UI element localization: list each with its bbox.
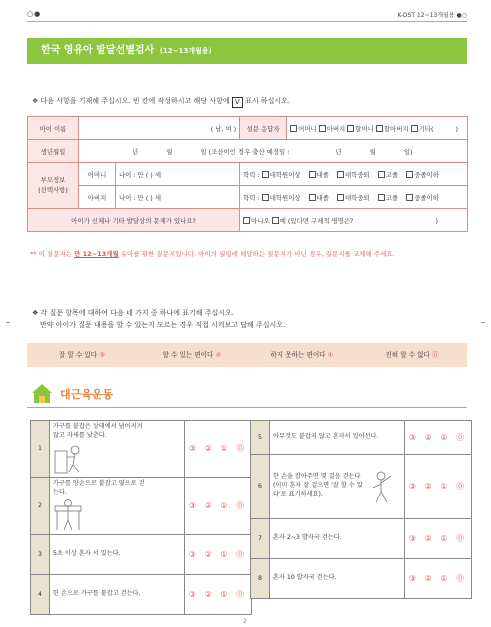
edu-option-label: 대학원이상 bbox=[269, 170, 301, 179]
respondent-father-label: 아버지 bbox=[326, 124, 346, 133]
table-row bbox=[31, 477, 252, 534]
checkbox-icon[interactable] bbox=[309, 194, 316, 201]
mother-label: 어머니 bbox=[79, 163, 116, 186]
father-edu-2[interactable] bbox=[309, 194, 329, 202]
header-dots-left: ○● bbox=[27, 10, 42, 18]
table-row bbox=[31, 421, 252, 478]
problem-no-label: 아니오 bbox=[251, 216, 270, 225]
scale-label: 하지 못하는 편이다 bbox=[270, 351, 326, 359]
checkbox-icon[interactable] bbox=[243, 217, 250, 224]
edu-label: 학력 : bbox=[243, 193, 260, 202]
checkbox-icon[interactable] bbox=[378, 171, 385, 178]
child-name-field[interactable] bbox=[79, 117, 240, 140]
checkbox-icon[interactable] bbox=[272, 217, 279, 224]
item-number: 2 bbox=[31, 477, 50, 534]
edu-option-label: 중졸이하 bbox=[414, 170, 439, 179]
mother-edu-4[interactable] bbox=[378, 171, 398, 179]
problem-yes[interactable] bbox=[272, 217, 354, 225]
edu-option-label: 대학중퇴 bbox=[345, 170, 370, 179]
instruction-text-a: 다음 사항을 기재해 주십시오. 빈 칸에 작성하시고 해당 사항에 bbox=[40, 97, 230, 105]
father-edu-5[interactable] bbox=[406, 194, 439, 202]
father-edu-1[interactable] bbox=[262, 194, 301, 202]
header-dots-right: ●○ bbox=[456, 12, 467, 19]
scale-label: 잘 할 수 있다 bbox=[58, 351, 98, 359]
checkbox-icon[interactable] bbox=[319, 125, 326, 132]
item-question bbox=[270, 559, 405, 599]
edu-option-label: 고졸 bbox=[385, 170, 399, 179]
margin-tick-right bbox=[481, 322, 485, 323]
mother-edu-5[interactable] bbox=[406, 171, 439, 179]
table-row bbox=[251, 455, 472, 519]
respondent-grandmother-label: 할머니 bbox=[355, 124, 374, 133]
instruction-fill bbox=[32, 96, 290, 108]
item-text: 가구를 붙잡은 상태에서 넘어지지 않고 자세를 낮춘다. bbox=[53, 423, 143, 439]
answer-options[interactable]: ③ ② ① ⓪ bbox=[405, 421, 472, 455]
respondent-other-close: ) bbox=[455, 124, 458, 133]
edu-option-label: 대졸 bbox=[316, 170, 329, 179]
margin-tick-left bbox=[6, 322, 10, 323]
item-question bbox=[270, 455, 405, 519]
item-text: 가구를 양손으로 붙잡고 옆으로 걷는다. bbox=[53, 479, 145, 496]
answer-options[interactable]: ③ ② ① ⓪ bbox=[185, 421, 252, 478]
checkbox-icon[interactable] bbox=[406, 171, 413, 178]
child-name-label: 아이 이름 bbox=[28, 117, 79, 140]
edu-label: 학력 : bbox=[243, 170, 260, 179]
due-month: 월 bbox=[369, 147, 376, 156]
scale-1 bbox=[247, 343, 357, 367]
instruction-text-b: 표시 하십시오. bbox=[245, 97, 291, 105]
scale-num: ⓪ bbox=[432, 351, 439, 359]
mother-edu-2[interactable] bbox=[309, 171, 329, 179]
scale-0 bbox=[357, 343, 467, 367]
answer-options[interactable]: ③ ② ① ⓪ bbox=[405, 559, 472, 599]
instruction-answer-2: 만약 아이가 질문 내용을 할 수 있는지 모르는 경우 직접 시켜보고 답해 주십시오. bbox=[40, 321, 286, 329]
respondent-options bbox=[287, 117, 468, 140]
item-text: 아무것도 붙잡지 않고 혼자서 일어선다. bbox=[273, 433, 379, 440]
bullet-icon: ❖ bbox=[32, 97, 39, 105]
table-row bbox=[31, 574, 252, 614]
items-right-table bbox=[250, 420, 472, 599]
birth-year: 년 bbox=[132, 147, 139, 156]
checkbox-icon[interactable] bbox=[376, 125, 383, 132]
birth-field[interactable] bbox=[79, 140, 468, 163]
scale-num: ② bbox=[215, 351, 222, 359]
father-age[interactable]: 나이 : 만 ( ) 세 bbox=[116, 186, 240, 209]
title-sub: (12~13개월용) bbox=[159, 47, 212, 55]
checkbox-icon[interactable] bbox=[337, 194, 344, 201]
father-edu-3[interactable] bbox=[337, 194, 370, 202]
item-question bbox=[270, 421, 405, 455]
mother-age[interactable]: 나이 : 만 ( ) 세 bbox=[116, 163, 240, 186]
scale-label: 전혀 할 수 없다 bbox=[385, 351, 430, 359]
answer-options[interactable]: ③ ② ① ⓪ bbox=[185, 534, 252, 574]
scale-2 bbox=[137, 343, 247, 367]
gender-select[interactable]: ( 남, 여 ) bbox=[210, 124, 237, 133]
child-holding-furniture-icon bbox=[53, 441, 85, 475]
answer-options[interactable]: ③ ② ① ⓪ bbox=[405, 519, 472, 559]
item-text: 5초 이상 혼자 서 있는다. bbox=[53, 549, 121, 557]
header-code bbox=[397, 10, 467, 19]
table-row bbox=[251, 519, 472, 559]
mother-edu-1[interactable] bbox=[262, 171, 301, 179]
problem-yes-label: 예 (있다면 구체적 병명은? bbox=[279, 216, 354, 225]
header-code-text: K-DST 12~13개월용 bbox=[397, 12, 455, 19]
items-left-table bbox=[30, 420, 252, 615]
problem-no[interactable] bbox=[243, 217, 270, 225]
birth-day: 일 (조산이인 경우 출산 예정일 : bbox=[200, 147, 290, 156]
info-table bbox=[27, 116, 468, 232]
note-highlight: 만 12~13개월 bbox=[74, 250, 119, 258]
item-question bbox=[50, 421, 185, 478]
table-row bbox=[31, 534, 252, 574]
age-note bbox=[30, 249, 395, 258]
respondent-father[interactable] bbox=[319, 125, 346, 133]
checkbox-icon[interactable] bbox=[337, 171, 344, 178]
item-question bbox=[50, 574, 185, 614]
edu-option-label: 고졸 bbox=[385, 193, 399, 202]
item-number: 7 bbox=[251, 519, 270, 559]
edu-option-label: 대학중퇴 bbox=[345, 193, 370, 202]
edu-option-label: 중졸이하 bbox=[414, 193, 439, 202]
father-label: 아버지 bbox=[79, 186, 116, 209]
item-text: 한 손을 잡아주면 몇 걸음 걷는다(이미 혼자 잘 걸으면 '잘 할 수 있다'로 표기하세요). bbox=[273, 473, 363, 498]
respondent-mother[interactable] bbox=[290, 125, 317, 133]
mother-edu-3[interactable] bbox=[337, 171, 370, 179]
answer-options[interactable]: ③ ② ① ⓪ bbox=[185, 477, 252, 534]
checkbox-icon[interactable] bbox=[411, 125, 418, 132]
checkbox-icon[interactable] bbox=[262, 171, 269, 178]
parent-label-2: (선택사항) bbox=[38, 185, 68, 194]
item-number: 4 bbox=[31, 574, 50, 614]
item-text: 혼자 2~3 발자국 걷는다. bbox=[273, 534, 342, 541]
item-number: 1 bbox=[31, 421, 50, 478]
item-number: 8 bbox=[251, 559, 270, 599]
edu-option-label: 대학원이상 bbox=[269, 193, 301, 202]
checkbox-icon[interactable] bbox=[347, 125, 354, 132]
item-text: 혼자 10 발자국 걷는다. bbox=[273, 574, 337, 581]
checkbox-example-icon: V bbox=[232, 97, 243, 108]
item-text: 한 손으로 가구를 붙잡고 걷는다. bbox=[53, 589, 141, 597]
problem-answer bbox=[240, 209, 468, 232]
respondent-grandfather[interactable] bbox=[376, 125, 409, 133]
scale-label: 할 수 있는 편이다 bbox=[162, 351, 214, 359]
birth-label: 생년월일 bbox=[28, 140, 79, 163]
note-suffix: 유아를 위한 질문지입니다. 아이의 월령에 해당하는 질문지가 아닌 경우, 질문지를 교체해 주세요. bbox=[120, 250, 395, 258]
mother-education bbox=[240, 163, 468, 186]
due-day: 일) bbox=[403, 147, 413, 156]
table-row bbox=[251, 559, 472, 599]
item-number: 3 bbox=[31, 534, 50, 574]
checkbox-icon[interactable] bbox=[406, 194, 413, 201]
item-question bbox=[50, 534, 185, 574]
respondent-grandmother[interactable] bbox=[347, 125, 374, 133]
due-year: 년 bbox=[335, 147, 342, 156]
edu-option-label: 대졸 bbox=[316, 193, 329, 202]
parent-label-1: 부모정보 bbox=[40, 175, 66, 184]
respondent-label: 설문 응답자 bbox=[240, 117, 287, 140]
answer-options[interactable]: ③ ② ① ⓪ bbox=[185, 574, 252, 614]
answer-scale bbox=[27, 343, 467, 367]
child-cruising-icon bbox=[53, 498, 85, 532]
child-walking-hand-held-icon bbox=[367, 470, 399, 504]
scale-num: ③ bbox=[99, 351, 106, 359]
checkbox-icon[interactable] bbox=[378, 194, 385, 201]
father-edu-4[interactable] bbox=[378, 194, 398, 202]
respondent-other-label: 기타( bbox=[418, 124, 434, 133]
problem-yes-close: ) bbox=[435, 216, 438, 225]
page-number: 2 bbox=[243, 618, 247, 625]
title-main: 한국 영유아 발달선별검사 bbox=[41, 45, 155, 56]
answer-options[interactable]: ③ ② ① ⓪ bbox=[405, 455, 472, 519]
checkbox-icon[interactable] bbox=[262, 194, 269, 201]
page-title bbox=[27, 38, 467, 64]
checkbox-icon[interactable] bbox=[290, 125, 297, 132]
respondent-grandfather-label: 할아버지 bbox=[383, 124, 409, 133]
item-number: 5 bbox=[251, 421, 270, 455]
section-title: 대근육운동 bbox=[60, 388, 114, 401]
item-question bbox=[50, 477, 185, 534]
scale-num: ① bbox=[327, 351, 334, 359]
father-education bbox=[240, 186, 468, 209]
table-row bbox=[251, 421, 472, 455]
instruction-answer-1: ❖ 각 질문 항목에 대하여 다음 네 가지 중 하나에 표기해 주십시오. bbox=[32, 309, 235, 317]
house-icon bbox=[30, 381, 54, 405]
section-divider bbox=[27, 407, 467, 408]
item-number: 6 bbox=[251, 455, 270, 519]
respondent-other[interactable] bbox=[411, 125, 458, 133]
respondent-mother-label: 어머니 bbox=[298, 124, 317, 133]
problem-question: 아이가 신체나 기타 발달상의 문제가 있나요? bbox=[28, 209, 240, 232]
checkbox-icon[interactable] bbox=[309, 171, 316, 178]
scale-3 bbox=[27, 343, 137, 367]
note-prefix: ** 이 질문지는 bbox=[30, 250, 73, 258]
header-divider bbox=[27, 21, 467, 22]
birth-month: 월 bbox=[166, 147, 173, 156]
item-question bbox=[270, 519, 405, 559]
parent-info-label bbox=[28, 163, 79, 209]
